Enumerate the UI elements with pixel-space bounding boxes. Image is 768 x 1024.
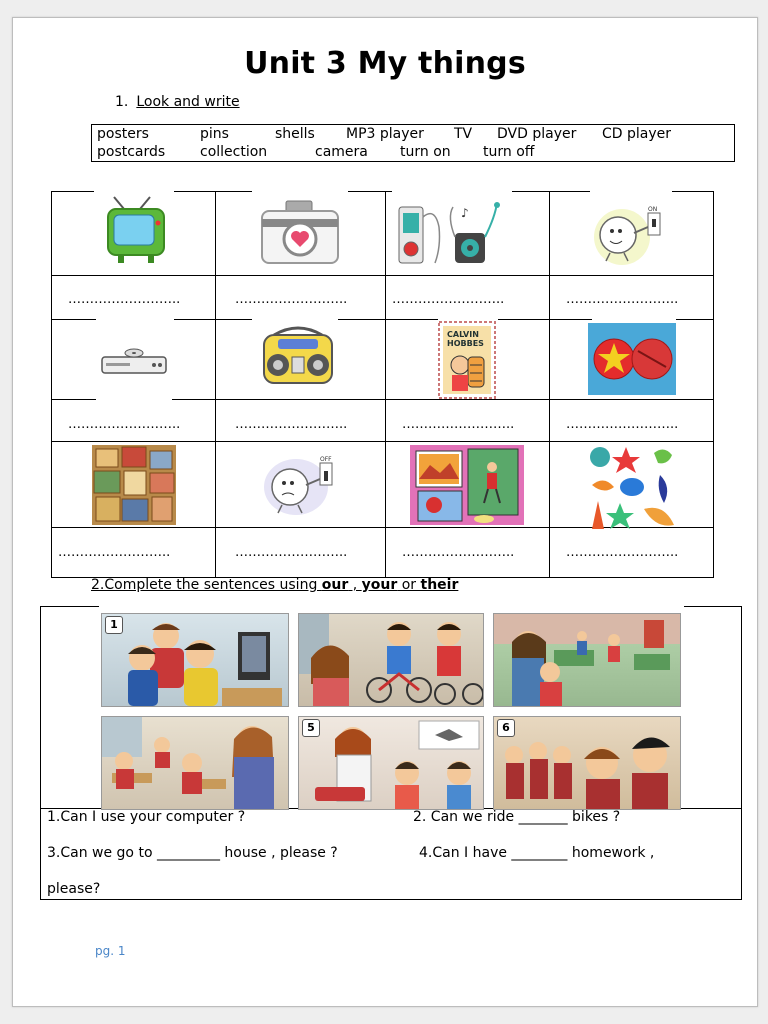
word-bank-item: postcards [97, 144, 166, 160]
svg-text:CALVIN: CALVIN [447, 330, 479, 339]
sentence-4-continued: please? [47, 881, 101, 897]
comic-panel-1 [101, 613, 289, 707]
cd-player-icon [260, 321, 336, 387]
panel-number: 1 [105, 616, 123, 634]
turn-on-icon [588, 199, 668, 269]
answer-blank[interactable]: …………………….. [235, 417, 348, 432]
dvd-player-icon [98, 337, 170, 385]
word-bank-item: pins [200, 126, 229, 142]
word-bank-item: turn on [400, 144, 451, 160]
comic-panel-4 [101, 716, 289, 810]
word-bank-item: CD player [602, 126, 672, 142]
sentence-2: 2. Can we ride _______ bikes ? [413, 809, 621, 825]
word-our: our [321, 577, 349, 593]
answer-blank[interactable]: …………………….. [68, 292, 181, 307]
panel-number: 5 [302, 719, 320, 737]
answer-blank[interactable]: …………………….. [235, 292, 348, 307]
word-bank-item: MP3 player [346, 126, 424, 142]
answer-blank[interactable]: …………………….. [392, 292, 505, 307]
sentence-3: 3.Can we go to _________ house , please ? [47, 845, 338, 861]
comic-panel-5 [298, 716, 484, 810]
word-bank-item: camera [315, 144, 368, 160]
section1-number: 1. [115, 94, 129, 110]
comic-panel-6 [493, 716, 681, 810]
svg-text:ON: ON [648, 206, 658, 213]
answer-blank[interactable]: …………………….. [58, 545, 171, 560]
panel-number: 6 [497, 719, 515, 737]
stamps-collection-icon [92, 445, 176, 525]
word-bank-item: DVD player [497, 126, 577, 142]
word-bank-item: turn off [483, 144, 535, 160]
word-bank-item: TV [454, 126, 473, 142]
answer-blank[interactable]: …………………….. [566, 417, 679, 432]
word-their: their [420, 577, 459, 593]
page-title: Unit 3 My things [244, 46, 526, 81]
page-number: pg. 1 [95, 944, 126, 958]
separator: or [397, 577, 421, 593]
svg-text:♪: ♪ [461, 206, 469, 220]
worksheet-page [12, 17, 758, 1007]
word-your: your [361, 577, 398, 593]
section1-instruction: Look and write [136, 94, 240, 110]
turn-off-icon [258, 453, 340, 519]
mp3-player-icon [395, 197, 509, 269]
postcard-icon [438, 321, 496, 399]
svg-text:HOBBES: HOBBES [447, 339, 484, 348]
posters-icon [410, 445, 524, 525]
shells-icon [588, 445, 676, 529]
word-bank-item: shells [275, 126, 315, 142]
answer-blank[interactable]: …………………….. [402, 417, 515, 432]
sentences-box [40, 606, 742, 900]
word-bank-item: posters [97, 126, 149, 142]
svg-text:OFF: OFF [320, 456, 332, 463]
word-bank-item: collection [200, 144, 268, 160]
tv-icon [104, 195, 168, 267]
answer-blank[interactable]: …………………….. [235, 545, 348, 560]
pins-icon [588, 323, 676, 395]
sentence-4: 4.Can I have ________ homework , [419, 845, 655, 861]
answer-blank[interactable]: …………………….. [402, 545, 515, 560]
word-bank [91, 124, 735, 162]
comic-panel-3 [493, 613, 681, 707]
answer-blank[interactable]: …………………….. [566, 545, 679, 560]
comic-panel-2 [298, 613, 484, 707]
camera-icon [260, 199, 340, 267]
section2-heading [91, 577, 458, 593]
section1-heading [115, 94, 240, 110]
sentence-1: 1.Can I use your computer ? [47, 809, 246, 825]
look-and-write-grid [51, 191, 714, 578]
separator: , [348, 577, 362, 593]
answer-blank[interactable]: …………………….. [566, 292, 679, 307]
answer-blank[interactable]: …………………….. [68, 417, 181, 432]
section2-instruction: 2.Complete the sentences using [91, 577, 322, 593]
